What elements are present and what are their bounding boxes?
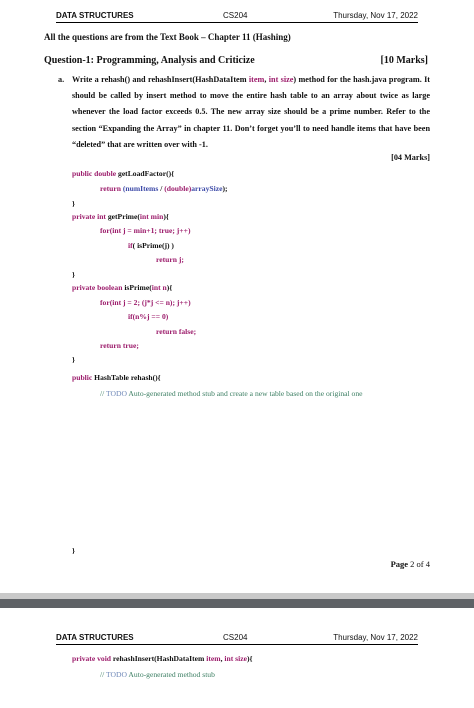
kw-int: int bbox=[268, 75, 279, 84]
question-marks: [10 Marks] bbox=[380, 55, 428, 66]
param-size: size bbox=[278, 75, 294, 84]
comma: , bbox=[264, 75, 269, 84]
code-keyword: for bbox=[100, 226, 110, 235]
code-param: int size bbox=[224, 654, 247, 663]
intro-text: All the questions are from the Text Book – Chapter 11 (Hashing) bbox=[44, 32, 291, 42]
code-line-7 bbox=[156, 255, 184, 264]
code-keyword: private int bbox=[72, 212, 108, 221]
part-a-paragraph bbox=[58, 72, 431, 153]
header-code: CS204 bbox=[223, 11, 248, 20]
page-2 bbox=[0, 608, 474, 708]
comment-todo: TODO bbox=[105, 389, 127, 398]
code-line-12 bbox=[156, 327, 196, 336]
code-line-6 bbox=[128, 241, 174, 250]
code-param: item bbox=[206, 654, 221, 663]
code-line-3: } bbox=[72, 199, 75, 208]
code-text: HashTable rehash(){ bbox=[94, 373, 161, 382]
code-text: j; bbox=[178, 255, 184, 264]
code-text: isPrime( bbox=[124, 283, 152, 292]
code-keyword: if bbox=[128, 241, 133, 250]
code-line-p2-1 bbox=[72, 654, 252, 663]
part-a-label: a. bbox=[58, 75, 65, 84]
code-text: getPrime( bbox=[107, 212, 140, 221]
code-line-1 bbox=[72, 169, 174, 178]
code-text: getLoadFactor(){ bbox=[118, 169, 175, 178]
page-separator bbox=[0, 593, 474, 608]
header-code: CS204 bbox=[223, 633, 248, 642]
code-keyword: private boolean bbox=[72, 283, 125, 292]
code-keyword: for bbox=[100, 298, 110, 307]
code-text: ); bbox=[222, 184, 228, 193]
footer-page-number: 2 bbox=[410, 559, 415, 569]
code-line-15 bbox=[72, 373, 161, 382]
part-a-marks: [04 Marks] bbox=[391, 153, 430, 162]
header-course: DATA STRUCTURES bbox=[56, 633, 134, 642]
comment-slash: // bbox=[100, 389, 106, 398]
code-keyword: private void bbox=[72, 654, 113, 663]
code-line-17: } bbox=[72, 546, 75, 555]
page-footer bbox=[391, 559, 430, 569]
code-keyword: return bbox=[156, 255, 179, 264]
footer-label: Page bbox=[390, 559, 411, 569]
code-text: ( isPrime(j) ) bbox=[132, 241, 174, 250]
code-text: rehashInsert(HashDataItem bbox=[112, 654, 207, 663]
code-line-p2-2 bbox=[100, 670, 215, 679]
code-line-4 bbox=[72, 212, 169, 221]
header-date: Thursday, Nov 17, 2022 bbox=[333, 11, 418, 20]
code-line-9 bbox=[72, 283, 172, 292]
code-param: int n bbox=[151, 283, 167, 292]
question-title: Question-1: Programming, Analysis and Criticize bbox=[44, 55, 255, 66]
page-header bbox=[56, 632, 418, 645]
code-line-14: } bbox=[72, 355, 75, 364]
code-keyword: return false; bbox=[156, 327, 197, 336]
code-text: (int j = min+1; true; j++) bbox=[109, 226, 191, 235]
code-keyword: if bbox=[128, 312, 133, 321]
code-keyword: public bbox=[72, 373, 95, 382]
code-text: (int j = 2; (j*j <= n); j++) bbox=[109, 298, 191, 307]
code-line-8: } bbox=[72, 270, 75, 279]
header-course: DATA STRUCTURES bbox=[56, 11, 134, 20]
code-line-10 bbox=[100, 298, 191, 307]
footer-of: of bbox=[414, 559, 426, 569]
page-header bbox=[56, 10, 418, 23]
part-a-text-1: Write a rehash() and rehashInsert(HashDataItem bbox=[72, 75, 249, 84]
code-line-16 bbox=[100, 389, 363, 398]
code-keyword: return true; bbox=[100, 341, 139, 350]
header-date: Thursday, Nov 17, 2022 bbox=[333, 633, 418, 642]
comment-text: Auto-generated method stub and create a new table based on the original one bbox=[126, 389, 363, 398]
comment-todo: TODO bbox=[105, 670, 127, 679]
code-field: (numItems bbox=[122, 184, 159, 193]
code-text: ){ bbox=[163, 212, 169, 221]
part-a-text-2: ) method for the hash.java program. It should be called by insert method to move the entire hash table to an array about twice as large whenever the load factor exceeds 0.5. The new array size should be a prime number. Refer to the section “Expanding the Array” in chapter 11. Don’t forget you’ll to need handle items that have been “deleted” that are written over with -1. bbox=[72, 75, 431, 149]
code-text: (n%j == 0) bbox=[132, 312, 169, 321]
code-line-11 bbox=[128, 312, 168, 321]
code-text: / bbox=[158, 184, 165, 193]
code-field: arraySize bbox=[191, 184, 223, 193]
code-text: ){ bbox=[246, 654, 253, 663]
code-keyword: public double bbox=[72, 169, 119, 178]
code-line-13 bbox=[100, 341, 139, 350]
code-line-2 bbox=[100, 184, 228, 193]
param-item: item bbox=[248, 75, 265, 84]
footer-page-total: 4 bbox=[425, 559, 430, 569]
code-text: , bbox=[220, 654, 225, 663]
code-text: ){ bbox=[166, 283, 173, 292]
code-keyword: return bbox=[100, 184, 123, 193]
code-cast: (double) bbox=[164, 184, 192, 193]
code-param: int min bbox=[139, 212, 164, 221]
comment-text: Auto-generated method stub bbox=[126, 670, 215, 679]
code-line-5 bbox=[100, 226, 191, 235]
comment-slash: // bbox=[100, 670, 106, 679]
